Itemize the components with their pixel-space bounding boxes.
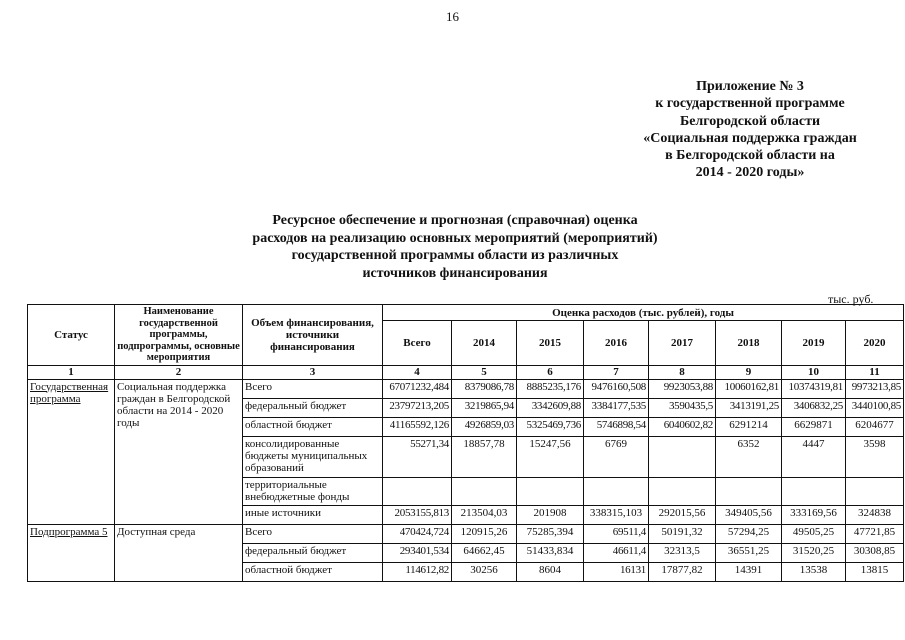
resource-table (27, 304, 904, 582)
source-cell: иные источники (243, 505, 383, 524)
value-cell: 32313,5 (649, 543, 716, 562)
value-cell: 69511,4 (584, 524, 649, 543)
title-line: государственной программы области из различных (291, 248, 619, 263)
value-cell: 338315,103 (584, 505, 649, 524)
value-cell: 8885235,176 (517, 379, 584, 398)
value-cell: 333169,56 (782, 505, 846, 524)
value-cell: 3440100,85 (846, 398, 904, 417)
header-year: 2020 (846, 321, 904, 365)
value-cell: 4926859,03 (452, 417, 517, 436)
value-cell (584, 477, 649, 505)
value-cell: 13538 (782, 562, 846, 581)
source-cell: Всего (243, 379, 383, 398)
value-cell: 120915,26 (452, 524, 517, 543)
value-cell: 64662,45 (452, 543, 517, 562)
appendix-line: к государственной программе (655, 96, 845, 112)
source-cell: территориальные внебюджетные фонды (243, 477, 383, 505)
value-cell: 201908 (517, 505, 584, 524)
value-cell: 23797213,205 (383, 398, 452, 417)
source-cell: Всего (243, 524, 383, 543)
value-cell: 3598 (846, 436, 904, 477)
header-name: Наименование государственной программы, подпрограммы, основные мероприятия (115, 305, 243, 366)
source-cell: областной бюджет (243, 562, 383, 581)
value-cell: 6629871 (782, 417, 846, 436)
value-cell: 5325469,736 (517, 417, 584, 436)
column-number: 5 (452, 365, 517, 379)
value-cell (383, 477, 452, 505)
column-number: 3 (243, 365, 383, 379)
value-cell: 3406832,25 (782, 398, 846, 417)
value-cell: 41165592,126 (383, 417, 452, 436)
value-cell: 470424,724 (383, 524, 452, 543)
value-cell (517, 477, 584, 505)
column-number: 2 (115, 365, 243, 379)
value-cell: 75285,394 (517, 524, 584, 543)
column-number: 6 (517, 365, 584, 379)
page-number: 16 (446, 9, 459, 24)
value-cell: 51433,834 (517, 543, 584, 562)
column-number-row (28, 365, 904, 379)
appendix-line: Белгородской области (679, 113, 821, 129)
header-year: 2019 (782, 321, 846, 365)
appendix-line: Приложение № 3 (696, 79, 804, 94)
header-year: 2016 (584, 321, 649, 365)
value-cell (782, 477, 846, 505)
value-cell: 3590435,5 (649, 398, 716, 417)
value-cell (716, 477, 782, 505)
value-cell: 30308,85 (846, 543, 904, 562)
value-cell: 16131 (584, 562, 649, 581)
title-line: источников финансирования (362, 265, 548, 281)
column-number: 11 (846, 365, 904, 379)
value-cell: 6204677 (846, 417, 904, 436)
value-cell: 3342609,88 (517, 398, 584, 417)
value-cell: 50191,32 (649, 524, 716, 543)
value-cell: 10374319,81 (782, 379, 846, 398)
title-line: Ресурсное обеспечение и прогнозная (справочная) оценка (272, 213, 638, 228)
value-cell (649, 477, 716, 505)
value-cell: 55271,34 (383, 436, 452, 477)
value-cell: 6291214 (716, 417, 782, 436)
value-cell: 2053155,813 (383, 505, 452, 524)
value-cell: 9476160,508 (584, 379, 649, 398)
value-cell: 47721,85 (846, 524, 904, 543)
value-cell: 15247,56 (517, 436, 584, 477)
value-cell: 292015,56 (649, 505, 716, 524)
program-name-cell: Доступная среда (115, 524, 243, 581)
header-estimate: Оценка расходов (тыс. рублей), годы (383, 305, 904, 321)
source-cell: областной бюджет (243, 417, 383, 436)
value-cell: 8604 (517, 562, 584, 581)
value-cell: 14391 (716, 562, 782, 581)
header-total: Всего (383, 321, 452, 365)
table-row (28, 379, 904, 398)
appendix-line: «Социальная поддержка граждан (643, 130, 857, 146)
value-cell: 8379086,78 (452, 379, 517, 398)
header-year: 2017 (649, 321, 716, 365)
column-number: 8 (649, 365, 716, 379)
value-cell: 114612,82 (383, 562, 452, 581)
value-cell: 9923053,88 (649, 379, 716, 398)
value-cell: 13815 (846, 562, 904, 581)
value-cell: 10060162,81 (716, 379, 782, 398)
appendix-line: 2014 - 2020 годы» (695, 165, 805, 181)
appendix-heading (600, 78, 900, 182)
value-cell: 36551,25 (716, 543, 782, 562)
title-line: расходов на реализацию основных мероприятий (мероприятий) (252, 230, 658, 246)
value-cell: 293401,534 (383, 543, 452, 562)
appendix-line: в Белгородской области на (665, 148, 835, 164)
column-number: 10 (782, 365, 846, 379)
column-number: 9 (716, 365, 782, 379)
value-cell: 17877,82 (649, 562, 716, 581)
header-year: 2018 (716, 321, 782, 365)
value-cell: 18857,78 (452, 436, 517, 477)
column-number: 1 (28, 365, 115, 379)
value-cell (649, 436, 716, 477)
value-cell: 6352 (716, 436, 782, 477)
value-cell: 46611,4 (584, 543, 649, 562)
status-cell: Государственная программа (28, 379, 115, 524)
document-title (235, 212, 675, 282)
value-cell: 5746898,54 (584, 417, 649, 436)
value-cell: 3384177,535 (584, 398, 649, 417)
value-cell: 6769 (584, 436, 649, 477)
value-cell: 9973213,85 (846, 379, 904, 398)
program-name-cell: Социальная поддержка граждан в Белгородской области на 2014 - 2020 годы (115, 379, 243, 524)
status-cell: Подпрограмма 5 (28, 524, 115, 581)
unit-label: тыс. руб. (828, 292, 874, 306)
value-cell: 6040602,82 (649, 417, 716, 436)
header-year: 2015 (517, 321, 584, 365)
table-row (28, 524, 904, 543)
value-cell: 30256 (452, 562, 517, 581)
value-cell: 324838 (846, 505, 904, 524)
header-year: 2014 (452, 321, 517, 365)
value-cell (452, 477, 517, 505)
value-cell: 3413191,25 (716, 398, 782, 417)
value-cell: 4447 (782, 436, 846, 477)
column-number: 7 (584, 365, 649, 379)
value-cell: 3219865,94 (452, 398, 517, 417)
header-status: Статус (28, 305, 115, 366)
value-cell: 57294,25 (716, 524, 782, 543)
source-cell: федеральный бюджет (243, 543, 383, 562)
value-cell: 31520,25 (782, 543, 846, 562)
value-cell: 349405,56 (716, 505, 782, 524)
value-cell: 49505,25 (782, 524, 846, 543)
header-volume: Объем финансирования, источники финансирования (243, 305, 383, 366)
value-cell: 213504,03 (452, 505, 517, 524)
value-cell (846, 477, 904, 505)
column-number: 4 (383, 365, 452, 379)
source-cell: консолидированные бюджеты муниципальных образований (243, 436, 383, 477)
source-cell: федеральный бюджет (243, 398, 383, 417)
value-cell: 67071232,484 (383, 379, 452, 398)
